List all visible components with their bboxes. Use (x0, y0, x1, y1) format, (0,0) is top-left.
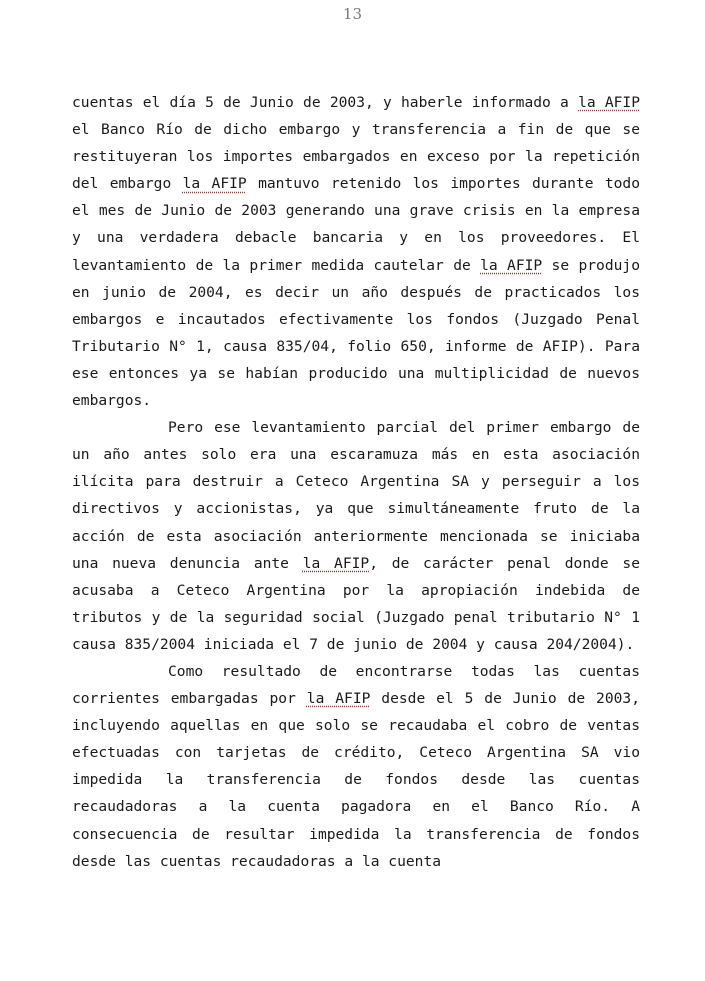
spellcheck-marked-text: la AFIP (306, 690, 371, 708)
paragraph-text: Pero ese levantamiento parcial del primer embargo de un año antes solo era una escaramuza más en esta asociación ilícita para destruir a Ceteco Argentina SA y perseguir a los directivos y accionistas, ya que simultáneamente fruto de la acción de esta asociación anteriormente mencionada se iniciaba una nueva denuncia ante (72, 419, 640, 572)
paragraph-text: se produjo en junio de 2004, es decir un año después de practicados los embargos e incautados efectivamente los fondos (Juzgado Penal Tributario N° 1, causa 835/04, folio 650, informe de AFIP). Para ese entonces ya se habían producido una multiplicidad de nuevos embargos. (72, 256, 640, 410)
page-number: 13 (342, 5, 363, 23)
spellcheck-marked-text: la AFIP (182, 175, 247, 193)
paragraph-text: mantuvo retenido los importes durante todo el mes de Junio de 2003 generando una grave crisis en la empresa y una verdadera debacle bancaria y en los proveedores. El levantamiento de la primer medida cautelar de (72, 175, 640, 274)
paragraph-text: Como resultado de encontrarse todas las cuentas corrientes embargadas por (72, 662, 640, 708)
document-body (72, 89, 640, 875)
paragraph-text: el Banco Río de dicho embargo y transferencia a fin de que se restituyeran los importes embargados en exceso por la repetición del embargo (72, 121, 640, 193)
paragraph-text: , de carácter penal donde se acusaba a Ceteco Argentina por la apropiación indebida de tributos y de la seguridad social (Juzgado penal tributario N° 1 causa 835/2004 iniciada el 7 de junio de 2004 y causa 204/2004). (72, 554, 640, 653)
paragraph-text: cuentas el día 5 de Junio de 2003, y haberle informado a (72, 94, 579, 111)
paragraph (72, 89, 640, 414)
spellcheck-marked-text: la AFIP (302, 554, 370, 572)
paragraph-text: desde el 5 de Junio de 2003, incluyendo aquellas en que solo se recaudaba el cobro de ventas efectuadas con tarjetas de crédito, Ceteco Argentina SA vio impedida la transferencia de fondos desde las cuentas recaudadoras a la cuenta pagadora en el Banco Río. A consecuencia de resultar impedida la transferencia de fondos desde las cuentas recaudadoras a la cuenta (72, 690, 640, 870)
paragraph (72, 658, 640, 875)
spellcheck-marked-text: la AFIP (480, 256, 543, 274)
spellcheck-marked-text: la AFIP (578, 94, 641, 111)
paragraph (72, 414, 640, 658)
